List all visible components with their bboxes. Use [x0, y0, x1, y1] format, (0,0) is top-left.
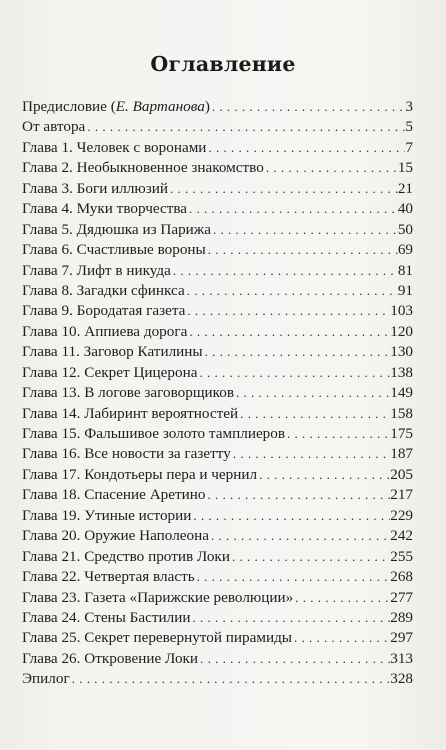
toc-entry-title: Глава 14. Лабиринт вероятностей	[22, 404, 239, 422]
toc-entry	[22, 567, 413, 587]
dot-leader	[234, 383, 390, 403]
dot-leader	[285, 424, 390, 444]
dot-leader	[206, 138, 405, 158]
preface-prefix: Предисловие (	[22, 98, 116, 115]
toc-entry-title: Глава 9. Бородатая газета	[22, 302, 186, 320]
toc-entry	[22, 158, 413, 178]
toc-entry-title: Глава 18. Спасение Аретино	[22, 486, 206, 504]
dot-leader	[191, 608, 391, 628]
toc-page-number: 21	[397, 179, 413, 197]
toc-entry-title: Глава 3. Боги иллюзий	[22, 179, 169, 197]
toc-page-number: 242	[390, 527, 413, 545]
toc-page-number: 149	[390, 384, 413, 402]
toc-entry	[22, 485, 413, 505]
preface-author: Е. Вартанова	[115, 98, 205, 115]
toc-entry-title: Глава 23. Газета «Парижские революции»	[22, 588, 294, 606]
toc-page-number: 91	[397, 281, 413, 299]
toc-page-number: 81	[397, 261, 413, 279]
dot-leader	[230, 547, 390, 567]
dot-leader	[209, 526, 390, 546]
dot-leader	[210, 97, 405, 117]
toc-page-number: 138	[390, 363, 413, 381]
dot-leader	[238, 404, 390, 424]
toc-page-number: 69	[397, 241, 413, 259]
toc-entry	[22, 240, 413, 260]
dot-leader	[211, 220, 398, 240]
toc-page-number: 289	[390, 608, 413, 626]
dot-leader	[203, 342, 391, 362]
toc-entry	[22, 526, 413, 546]
toc-page-number: 217	[390, 486, 413, 504]
toc-entry	[22, 342, 413, 362]
toc-entry-title: Глава 12. Секрет Цицерона	[22, 363, 198, 381]
toc-entry-title: Глава 1. Человек с воронами	[22, 138, 207, 156]
toc-entry-title: Глава 10. Аппиева дорога	[22, 322, 188, 340]
dot-leader	[264, 158, 398, 178]
toc-entry-title: Эпилог	[22, 670, 70, 688]
dot-leader	[195, 567, 391, 587]
dot-leader	[206, 485, 391, 505]
toc-entry-title: Глава 22. Четвертая власть	[22, 568, 195, 586]
toc-entry	[22, 322, 413, 342]
dot-leader	[85, 117, 405, 137]
dot-leader	[168, 179, 398, 199]
toc-page-number: 7	[405, 138, 413, 156]
toc-page-number: 187	[390, 445, 413, 463]
toc-entry-title: Глава 25. Секрет перевернутой пирамиды	[22, 629, 293, 647]
toc-entry-title: Глава 20. Оружие Наполеона	[22, 527, 209, 545]
toc-entry-preface	[22, 97, 413, 117]
toc-entry	[22, 261, 413, 281]
toc-entry-title: Глава 2. Необыкновенное знакомство	[22, 159, 264, 177]
toc-entry	[22, 649, 413, 669]
toc-page-number: 328	[390, 670, 413, 688]
toc-entry	[22, 628, 413, 648]
toc-entry-title: Глава 16. Все новости за газетту	[22, 445, 231, 463]
toc-entry-title: Глава 17. Кондотьеры пера и чернил	[22, 465, 258, 483]
toc-page-number: 103	[390, 302, 413, 320]
toc-page-number: 5	[405, 118, 413, 136]
dot-leader	[187, 199, 398, 219]
toc-page-number: 130	[390, 343, 413, 361]
toc-entry	[22, 383, 413, 403]
toc-entry	[22, 424, 413, 444]
toc-entry-title	[22, 97, 210, 117]
toc-entry-title: Глава 19. Утиные истории	[22, 506, 192, 524]
toc-page-number: 120	[390, 322, 413, 340]
toc-entry	[22, 404, 413, 424]
toc-page-number: 297	[390, 629, 413, 647]
toc-entry	[22, 281, 413, 301]
dot-leader	[70, 669, 391, 689]
toc-entry	[22, 179, 413, 199]
toc-entry	[22, 465, 413, 485]
toc-entry-title: Глава 6. Счастливые вороны	[22, 241, 206, 259]
toc-page-number: 268	[390, 568, 413, 586]
dot-leader	[171, 261, 398, 281]
preface-suffix: )	[204, 98, 210, 115]
dot-leader	[197, 363, 390, 383]
toc-entry-title: Глава 26. Откровение Локи	[22, 649, 199, 667]
toc-page-number: 229	[390, 506, 413, 524]
toc-page-number: 40	[397, 200, 413, 218]
dot-leader	[198, 649, 390, 669]
toc-page-number: 277	[390, 588, 413, 606]
toc-entry	[22, 588, 413, 608]
toc-entry-title: Глава 8. Загадки сфинкса	[22, 281, 185, 299]
toc-entry	[22, 199, 413, 219]
toc-page-number: 3	[405, 98, 413, 115]
toc-page-number: 158	[390, 404, 413, 422]
toc-entry-title: Глава 21. Средство против Локи	[22, 547, 230, 565]
dot-leader	[231, 444, 390, 464]
toc-entry	[22, 506, 413, 526]
toc-entry	[22, 138, 413, 158]
dot-leader	[206, 240, 398, 260]
toc-page-number: 313	[390, 649, 413, 667]
table-of-contents	[22, 97, 413, 690]
toc-entry	[22, 444, 413, 464]
dot-leader	[185, 281, 398, 301]
dot-leader	[191, 506, 390, 526]
dot-leader	[293, 588, 390, 608]
toc-entry-title: Глава 11. Заговор Катилины	[22, 343, 203, 361]
toc-entry-title: Глава 13. В логове заговорщиков	[22, 384, 235, 402]
toc-entry	[22, 117, 413, 137]
toc-page-number: 15	[397, 159, 413, 177]
toc-entry	[22, 608, 413, 628]
toc-entry-title: Глава 7. Лифт в никуда	[22, 261, 171, 279]
toc-entry-title: Глава 4. Муки творчества	[22, 200, 188, 218]
toc-entry	[22, 220, 413, 240]
dot-leader	[187, 322, 390, 342]
dot-leader	[185, 301, 390, 321]
dot-leader	[292, 628, 390, 648]
toc-entry	[22, 301, 413, 321]
toc-entry-title: Глава 15. Фальшивое золото тамплиеров	[22, 425, 286, 442]
toc-page-number: 205	[390, 465, 413, 483]
toc-entry-title: Глава 24. Стены Бастилии	[22, 608, 191, 626]
toc-entry-title: От автора	[22, 118, 86, 136]
toc-page-number: 255	[390, 547, 413, 565]
page-title: Оглавление	[150, 52, 296, 76]
toc-page-number: 50	[397, 220, 413, 238]
toc-entry-title: Глава 5. Дядюшка из Парижа	[22, 220, 212, 238]
toc-entry	[22, 547, 413, 567]
toc-entry	[22, 363, 413, 383]
toc-page-number: 175	[390, 425, 413, 442]
dot-leader	[257, 465, 390, 485]
toc-entry	[22, 669, 413, 689]
